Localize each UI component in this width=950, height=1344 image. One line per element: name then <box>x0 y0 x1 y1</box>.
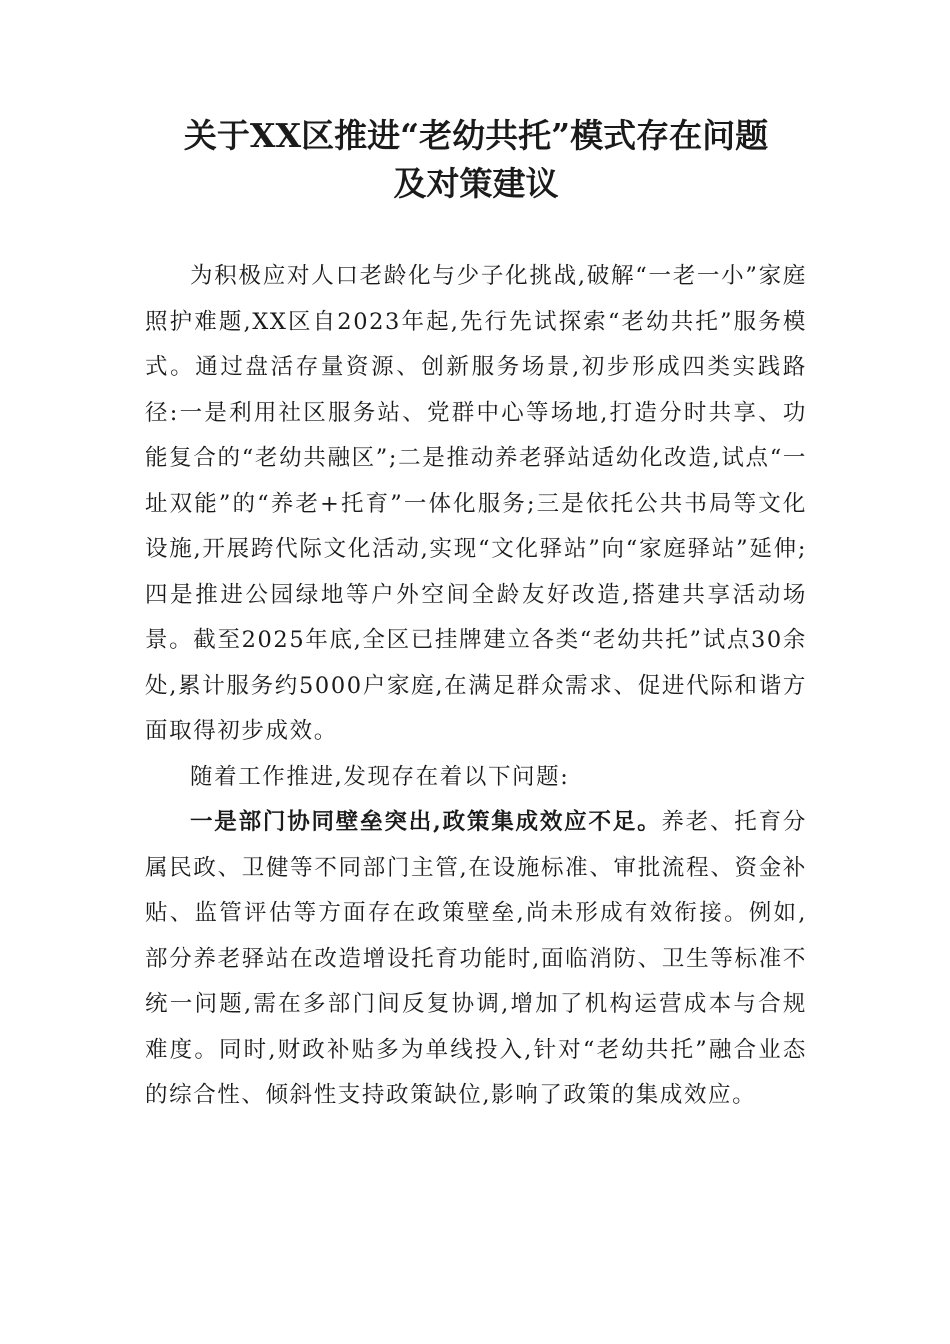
document-page <box>145 112 807 1119</box>
title-line-2: 及对策建议 <box>393 164 559 203</box>
problem-one-paragraph <box>145 800 807 1119</box>
problem-one-heading: 一是部门协同壁垒突出,政策集成效应不足。 <box>190 809 662 835</box>
title-line-1: 关于XX区推进“老幼共托”模式存在问题 <box>183 116 769 155</box>
document-title <box>145 112 807 208</box>
intro-paragraph: 为积极应对人口老龄化与少子化挑战,破解“一老一小”家庭照护难题,XX区自2023年起,先行先试探索“老幼共托”服务模式。通过盘活存量资源、创新服务场景,初步形成四类实践路径:一是利用社区服务站、党群中心等场地,打造分时共享、功能复合的“老幼共融区”;二是推动养老驿站适幼化改造,试点“一址双能”的“养老+托育”一体化服务;三是依托公共书局等文化设施,开展跨代际文化活动,实现“文化驿站”向“家庭驿站”延伸;四是推进公园绿地等户外空间全龄友好改造,搭建共享活动场景。截至2025年底,全区已挂牌建立各类“老幼共托”试点30余处,累计服务约5000户家庭,在满足群众需求、促进代际和谐方面取得初步成效。 <box>145 263 807 744</box>
problem-one-body: 养老、托育分属民政、卫健等不同部门主管,在设施标准、审批流程、资金补贴、监管评估等方面存在政策壁垒,尚未形成有效衔接。例如,部分养老驿站在改造增设托育功能时,面临消防、卫生等标准不统一问题,需在多部门间反复协调,增加了机构运营成本与合规难度。同时,财政补贴多为单线投入,针对“老幼共托”融合业态的综合性、倾斜性支持政策缺位,影响了政策的集成效应。 <box>145 809 807 1108</box>
problems-intro-paragraph: 随着工作推进,发现存在着以下问题: <box>190 763 570 790</box>
